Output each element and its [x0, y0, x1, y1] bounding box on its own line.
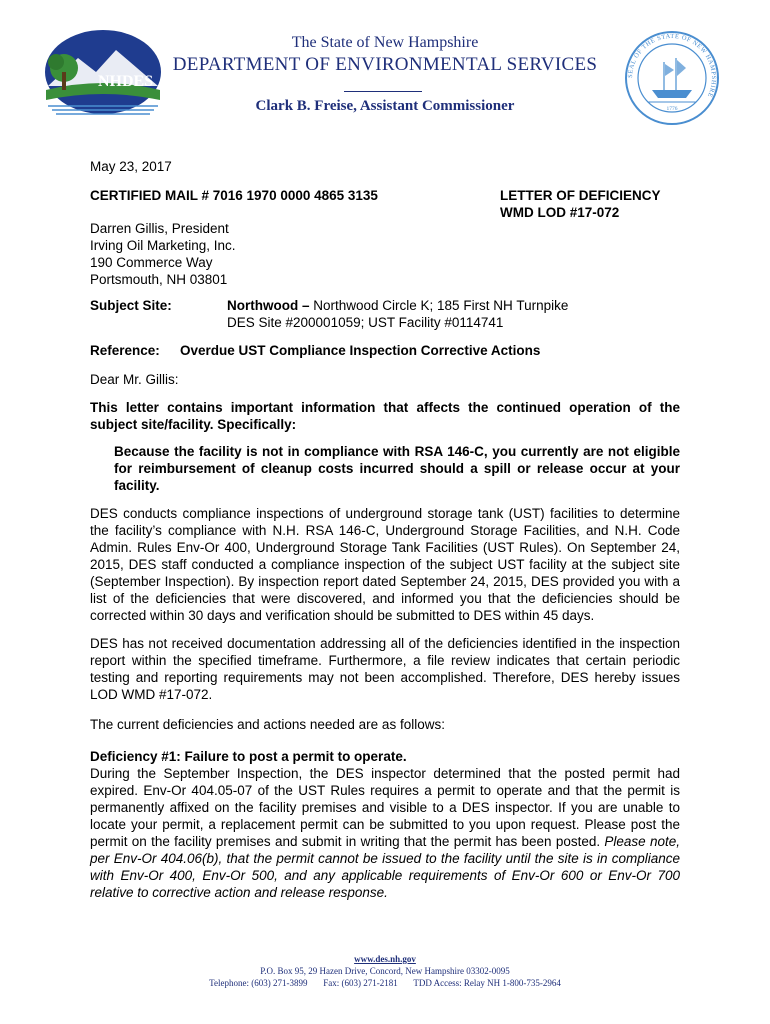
deficiency-1-body	[90, 765, 680, 901]
header-divider	[344, 91, 422, 92]
deficiencies-intro: The current deficiencies and actions needed are as follows:	[90, 717, 445, 732]
svg-text:SEAL OF THE STATE OF NEW HAMPS: SEAL OF THE STATE OF NEW HAMPSHIRE	[626, 32, 718, 99]
footer-website-row	[0, 954, 770, 964]
inspection-paragraph: DES conducts compliance inspections of underground storage tank (UST) facilities to determine the facility’s compliance with N.H. RSA 146-C, Underground Storage Facilities, and N.H. Code Admin. Rules Env-Or 400, Underground Storage Tank Facilities (UST Rules). On September 24, 2015, DES staff conducted a compliance inspection of the subject UST facility at the subject site (September Inspection). By inspection report dated September 24, 2015, DES provided you with a list of the deficiencies that were discovered, and informed you that the deficiencies should be corrected within 30 days and verification should be submitted to DES within 45 days.	[90, 506, 680, 623]
subject-site-name: Northwood –	[227, 298, 310, 313]
reference-text: Overdue UST Compliance Inspection Corrective Actions	[180, 343, 541, 358]
salutation: Dear Mr. Gillis:	[90, 372, 179, 387]
important-notice: This letter contains important information that affects the continued operation of the subject site/facility. Specifically:	[90, 400, 680, 432]
subject-site	[227, 297, 568, 331]
subject-site-address: Northwood Circle K; 185 First NH Turnpike	[309, 298, 569, 313]
website-link[interactable]: www.des.nh.gov	[354, 954, 416, 964]
deficiency-1-note: Please note, per Env-Or 404.06(b), that the permit cannot be issued to the facility until the site is in compliance with Env-Or 400, Env-Or 500, and any applicable requirements of Env-Or 600 or Env-Or 700 relative to corrective action and release response.	[90, 834, 680, 900]
deficiency-1-title: Deficiency #1: Failure to post a permit to operate.	[90, 749, 407, 764]
lod-number: WMD LOD #17-072	[500, 205, 620, 220]
recipient-name: Darren Gillis, President	[90, 221, 229, 236]
svg-text:NHDES: NHDES	[98, 73, 154, 90]
letter-date: May 23, 2017	[90, 159, 172, 174]
compliance-notice: Because the facility is not in compliance with RSA 146-C, you currently are not eligible for reimbursement of cleanup costs incurred should a spill or release occur at your facility.	[114, 444, 680, 493]
recipient-company: Irving Oil Marketing, Inc.	[90, 238, 236, 253]
footer-tdd: TDD Access: Relay NH 1-800-735-2964	[413, 978, 561, 988]
reference-label: Reference:	[90, 343, 160, 358]
recipient-address	[90, 220, 236, 288]
footer-address: P.O. Box 95, 29 Hazen Drive, Concord, New Hampshire 03302-0095	[260, 966, 510, 976]
certified-mail-number: CERTIFIED MAIL # 7016 1970 0000 4865 3135	[90, 188, 378, 203]
recipient-city: Portsmouth, NH 03801	[90, 272, 228, 287]
footer-telephone: Telephone: (603) 271-3899	[209, 978, 308, 988]
commissioner-name: Clark B. Freise, Assistant Commissioner	[255, 98, 515, 114]
deficiency-1-text: During the September Inspection, the DES inspector determined that the posted permit had expired. Env-Or 404.05-07 of the UST Rules requires a permit to operate and that the permit is permanently affixed on the facility premises and visible to a DES inspector. If you are unable to locate your permit, a replacement permit can be submitted to you upon request. Please post the permit on the facility premises and submit in writing that the permit has been posted.	[90, 766, 680, 849]
svg-text:1776: 1776	[666, 106, 678, 112]
department-name: DEPARTMENT OF ENVIRONMENTAL SERVICES	[172, 54, 598, 75]
documentation-paragraph: DES has not received documentation addressing all of the deficiencies identified in the inspection report within the specified timeframe. Furthermore, a file review indicates that certain periodic testing and reporting requirements may not been accomplished. Therefore, DES hereby issues LOD WMD #17-072.	[90, 636, 680, 702]
state-name: The State of New Hampshire	[291, 34, 479, 51]
subject-label: Subject Site:	[90, 298, 172, 313]
lod-title: LETTER OF DEFICIENCY	[500, 188, 661, 203]
subject-site-ids: DES Site #200001059; UST Facility #0114741	[227, 315, 504, 330]
recipient-street: 190 Commerce Way	[90, 255, 213, 270]
footer-contacts	[0, 978, 770, 988]
footer-fax: Fax: (603) 271-2181	[323, 978, 398, 988]
